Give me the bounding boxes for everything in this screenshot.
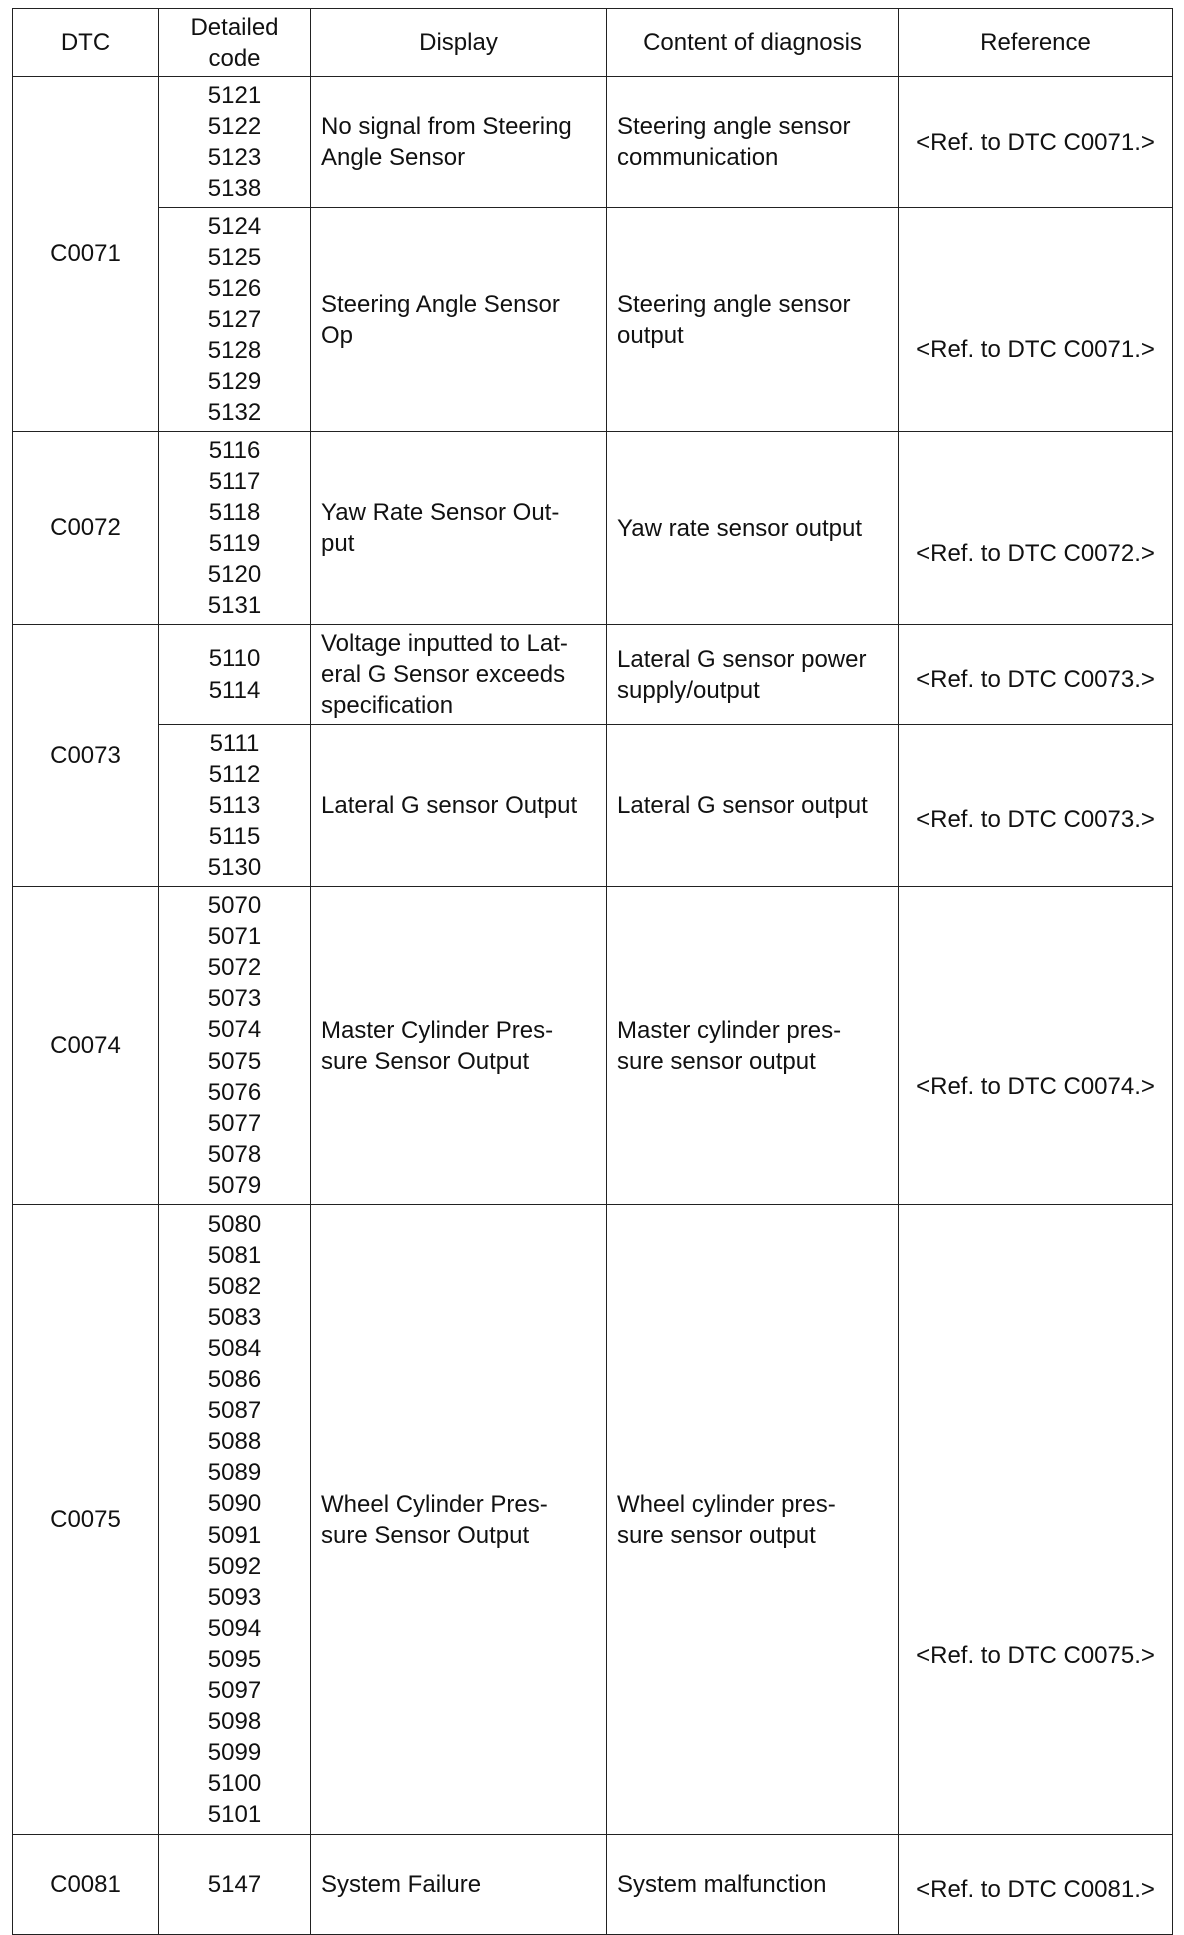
content-cell	[607, 887, 899, 1205]
content-line: Steering angle sensor	[617, 113, 851, 140]
detailed-code: 5097	[207, 1676, 262, 1704]
content-cell	[607, 725, 899, 887]
detailed-code: 5118	[208, 498, 261, 526]
detailed-code: 5090	[207, 1490, 262, 1518]
display-line: Voltage inputted to Lat-	[321, 630, 568, 657]
display-line: No signal from Steering	[321, 113, 572, 140]
display-line: specification	[321, 692, 454, 719]
detailed-code: 5076	[207, 1078, 262, 1106]
detailed-code: 5128	[207, 337, 262, 365]
detailed-code: 5078	[207, 1140, 262, 1168]
detailed-code: 5088	[207, 1428, 262, 1456]
header-detailed-code	[159, 9, 311, 77]
detailed-code: 5111	[209, 729, 260, 757]
detailed-codes-cell	[159, 77, 311, 208]
content-line: Lateral G sensor power	[617, 645, 867, 673]
content-line: Steering angle sensor	[617, 290, 851, 318]
detailed-code: 5099	[207, 1739, 262, 1767]
content-cell	[607, 1835, 899, 1935]
detailed-code: 5123	[207, 144, 262, 171]
content-line: System malfunction	[617, 1871, 827, 1898]
content-cell	[607, 625, 899, 725]
detailed-code: 5093	[207, 1583, 262, 1611]
display-line: Master Cylinder Pres-	[321, 1016, 554, 1044]
table-row	[13, 1835, 1173, 1935]
dtc-code-cell: C0071	[13, 77, 159, 432]
table-row	[13, 208, 1173, 432]
display-line: Steering Angle Sensor	[321, 290, 560, 318]
content-line: supply/output	[617, 676, 760, 704]
reference-cell: <Ref. to DTC C0075.>	[899, 1205, 1173, 1835]
detailed-code: 5124	[207, 212, 262, 240]
detailed-code: 5126	[207, 274, 262, 302]
detailed-code: 5091	[207, 1521, 262, 1549]
reference-cell: <Ref. to DTC C0073.>	[899, 625, 1173, 725]
table-row	[13, 1205, 1173, 1835]
reference-cell: <Ref. to DTC C0071.>	[899, 77, 1173, 208]
detailed-code: 5101	[207, 1801, 262, 1829]
detailed-code: 5110	[208, 645, 261, 673]
detailed-code: 5147	[207, 1870, 262, 1898]
detailed-code: 5121	[207, 81, 262, 109]
detailed-code: 5072	[207, 954, 262, 982]
content-line: output	[617, 321, 684, 349]
detailed-codes-cell	[159, 208, 311, 432]
detailed-code: 5138	[207, 175, 262, 203]
display-line: Angle Sensor	[321, 144, 466, 171]
detailed-code: 5084	[207, 1334, 262, 1362]
detailed-code: 5130	[207, 854, 262, 882]
detailed-code: 5089	[207, 1459, 262, 1487]
detailed-code: 5081	[207, 1241, 262, 1269]
detailed-code: 5083	[207, 1303, 262, 1331]
reference-cell: <Ref. to DTC C0073.>	[899, 725, 1173, 887]
display-cell	[311, 432, 607, 625]
detailed-codes-cell	[159, 1835, 311, 1935]
detailed-code: 5112	[208, 760, 261, 788]
reference-cell: <Ref. to DTC C0074.>	[899, 887, 1173, 1205]
content-line: communication	[617, 144, 779, 171]
detailed-code: 5125	[207, 243, 262, 271]
display-cell	[311, 77, 607, 208]
table-row	[13, 887, 1173, 1205]
content-line: Wheel cylinder pres-	[617, 1490, 836, 1518]
header-dtc: DTC	[13, 9, 159, 77]
detailed-code: 5092	[207, 1552, 262, 1580]
table-row	[13, 725, 1173, 887]
table-row	[13, 77, 1173, 208]
detailed-code: 5120	[207, 561, 262, 589]
content-line: sure sensor output	[617, 1521, 816, 1549]
detailed-codes-cell	[159, 725, 311, 887]
dtc-table	[12, 8, 1173, 1935]
reference-cell: <Ref. to DTC C0081.>	[899, 1835, 1173, 1935]
display-cell	[311, 1205, 607, 1835]
detailed-code: 5113	[208, 791, 261, 819]
detailed-code: 5129	[207, 368, 262, 396]
display-cell	[311, 887, 607, 1205]
detailed-code: 5095	[207, 1645, 262, 1673]
display-line: Lateral G sensor Output	[321, 792, 578, 819]
detailed-code: 5119	[208, 530, 261, 557]
detailed-code: 5073	[207, 985, 262, 1013]
display-cell	[311, 725, 607, 887]
display-cell	[311, 625, 607, 725]
table-row	[13, 432, 1173, 625]
detailed-code: 5071	[207, 923, 262, 951]
content-line: sure sensor output	[617, 1047, 816, 1075]
content-line: Master cylinder pres-	[617, 1016, 842, 1044]
display-line: eral G Sensor exceeds	[321, 661, 566, 688]
table-row	[13, 625, 1173, 725]
content-cell	[607, 1205, 899, 1835]
header-display: Display	[311, 9, 607, 77]
detailed-codes-cell	[159, 887, 311, 1205]
detailed-code: 5114	[208, 676, 261, 704]
content-cell	[607, 208, 899, 432]
display-line: Wheel Cylinder Pres-	[321, 1490, 548, 1518]
detailed-code: 5131	[207, 592, 262, 620]
display-line: System Failure	[321, 1871, 482, 1898]
display-cell	[311, 1835, 607, 1935]
detailed-code: 5087	[207, 1397, 262, 1425]
header-row	[13, 9, 1173, 77]
display-line: sure Sensor Output	[321, 1521, 530, 1549]
detailed-code: 5082	[207, 1272, 262, 1300]
detailed-code: 5098	[207, 1708, 262, 1736]
detailed-code: 5116	[208, 436, 261, 464]
detailed-code: 5115	[208, 823, 261, 851]
content-line: Yaw rate sensor output	[617, 514, 863, 542]
detailed-code: 5070	[207, 892, 262, 920]
detailed-code: 5122	[207, 112, 262, 140]
content-cell	[607, 77, 899, 208]
detailed-code: 5075	[207, 1047, 262, 1075]
header-detailed-code-line-2: code	[208, 44, 261, 72]
detailed-code: 5100	[207, 1770, 262, 1798]
dtc-code-cell: C0075	[13, 1205, 159, 1835]
detailed-code: 5127	[207, 305, 262, 333]
detailed-code: 5094	[207, 1614, 262, 1642]
display-line: sure Sensor Output	[321, 1047, 530, 1075]
reference-cell: <Ref. to DTC C0072.>	[899, 432, 1173, 625]
detailed-code: 5086	[207, 1366, 262, 1394]
detailed-codes-cell	[159, 432, 311, 625]
detailed-codes-cell	[159, 625, 311, 725]
dtc-code-cell: C0081	[13, 1835, 159, 1935]
detailed-code: 5132	[207, 399, 262, 427]
dtc-code-cell: C0074	[13, 887, 159, 1205]
display-cell	[311, 208, 607, 432]
display-line: put	[321, 530, 355, 557]
detailed-codes-cell	[159, 1205, 311, 1835]
dtc-code-cell: C0072	[13, 432, 159, 625]
detailed-code: 5079	[207, 1171, 262, 1199]
content-line: Lateral G sensor output	[617, 792, 868, 819]
display-line: Yaw Rate Sensor Out-	[321, 499, 560, 526]
dtc-code-cell: C0073	[13, 625, 159, 887]
header-detailed-code-line-1: Detailed	[190, 13, 279, 41]
reference-cell: <Ref. to DTC C0071.>	[899, 208, 1173, 432]
display-line: Op	[321, 321, 354, 349]
header-content: Content of diagnosis	[607, 9, 899, 77]
content-cell	[607, 432, 899, 625]
detailed-code: 5074	[207, 1016, 262, 1044]
detailed-code: 5117	[208, 467, 261, 495]
header-reference: Reference	[899, 9, 1173, 77]
detailed-code: 5080	[207, 1210, 262, 1238]
detailed-code: 5077	[207, 1109, 262, 1137]
